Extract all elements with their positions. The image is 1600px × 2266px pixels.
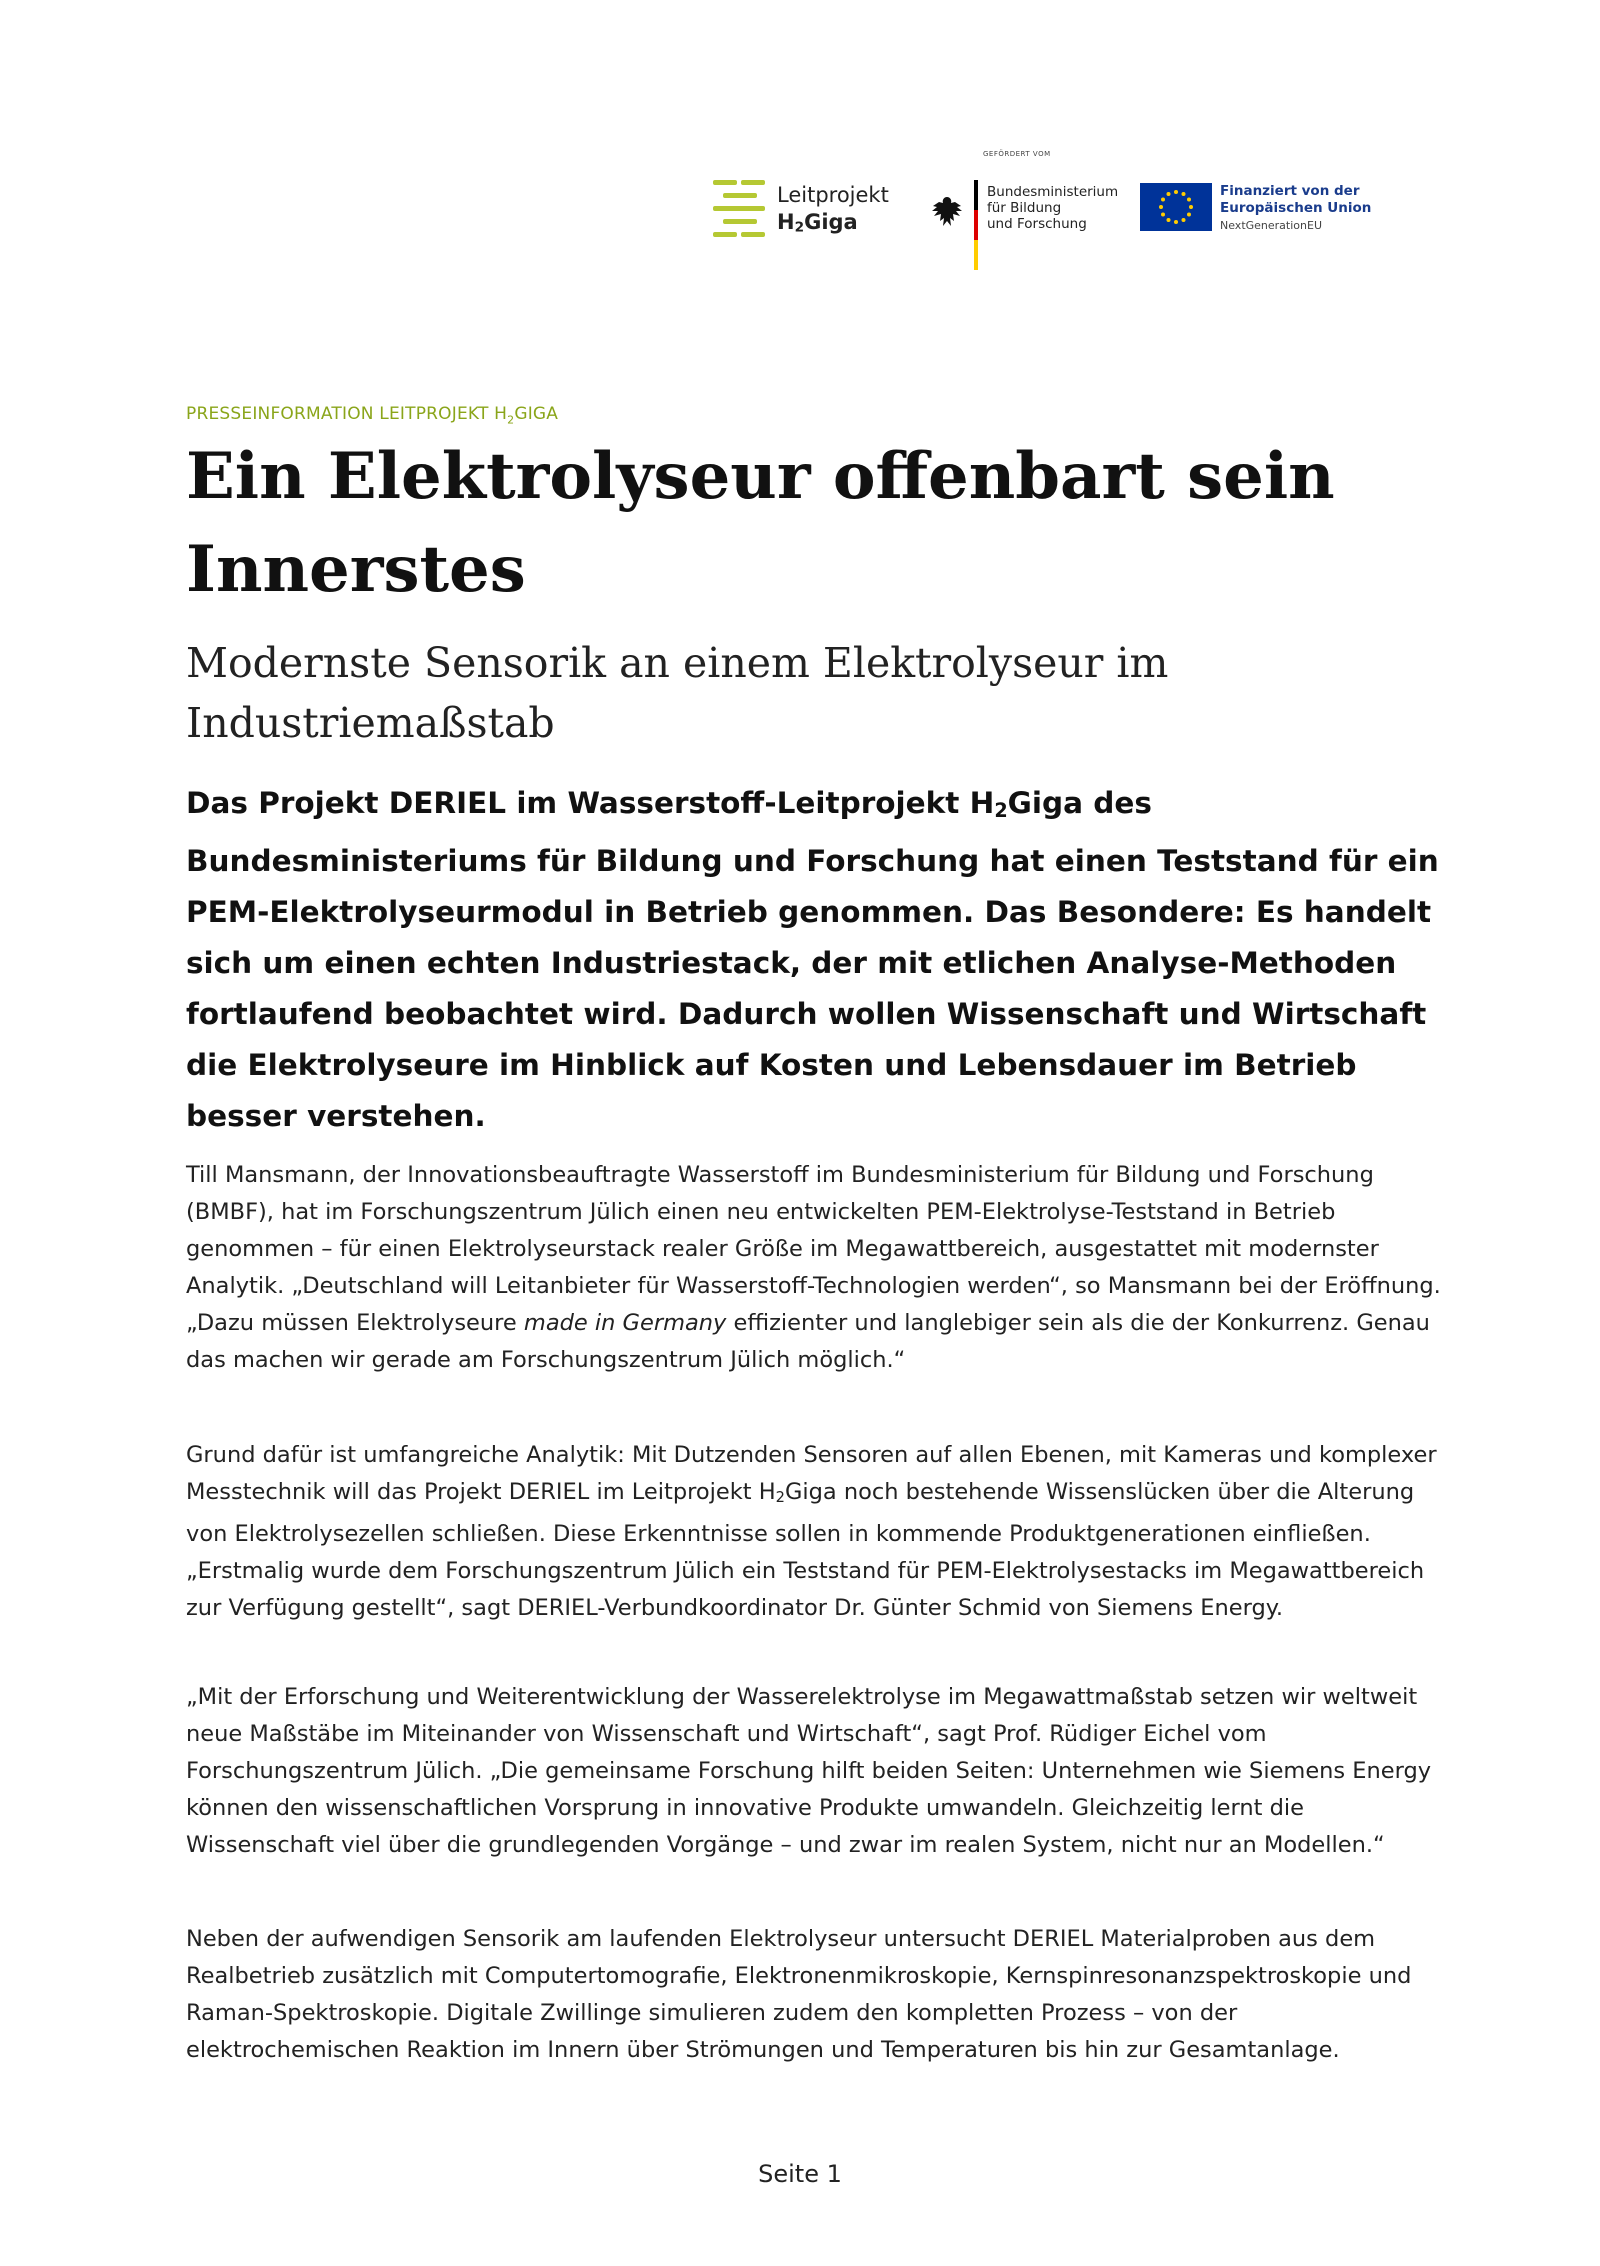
eu-star bbox=[1174, 190, 1178, 194]
german-flag-stripe bbox=[974, 180, 978, 270]
eu-star bbox=[1182, 218, 1186, 222]
eu-star bbox=[1161, 213, 1165, 217]
body-paragraph-2: Grund dafür ist umfangreiche Analytik: Mit Dutzenden Sensoren auf allen Ebenen, mit Kameras und komplexer Messtechnik will das Projekt DERIEL im Leitprojekt $H_2Giga$ noch bestehende Wissenslücken über die Alterung von Elektrolysezellen schließen. Diese Erkenntnisse sollen in kommende Produktgenerationen einfließen. „Erstmalig wurde dem Forschungszentrum Jülich ein Teststand für PEM-Elektrolysestacks im Megawattbereich zur Verfügung gestellt“, sagt DERIEL-Verbundkoordinator Dr. Günter Schmid von Siemens Energy. bbox=[186, 1442, 1437, 1621]
press-kicker: PRESSEINFORMATION LEITPROJEKT $H_2GIGA$ bbox=[186, 404, 559, 427]
page-title: Ein Elektrolyseur offenbart sein Innerstes bbox=[186, 439, 1335, 607]
page-number: Seite 1 bbox=[758, 2160, 842, 2188]
bmbf-text: Bundesministerium für Bildung und Forschung bbox=[987, 184, 1119, 232]
eu-star bbox=[1161, 198, 1165, 202]
h2giga-logo bbox=[705, 174, 905, 244]
h2giga-lines-icon bbox=[713, 180, 765, 238]
lead-paragraph: Das Projekt DERIEL im Wasserstoff-Leitprojekt $H_2Giga$ des Bundesministeriums für Bildung und Forschung hat einen Teststand für ein PEM-Elektrolyseurmodul in Betrieb genommen. Das Besondere: Es handelt sich um einen echten Industriestack, der mit etlichen Analyse-Methoden fortlaufend beobachtet wird. Dadurch wollen Wissenschaft und Wirtschaft die Elektrolyseure im Hinblick auf Kosten und Lebensdauer im Betrieb besser verstehen. bbox=[186, 786, 1439, 1133]
eu-star bbox=[1182, 192, 1186, 196]
eu-star bbox=[1189, 205, 1193, 209]
eu-flag-icon bbox=[1140, 183, 1212, 231]
h2giga-logo-text: Leitprojekt $H_2Giga$ bbox=[777, 183, 889, 236]
eu-star bbox=[1187, 213, 1191, 217]
page-subtitle: Modernste Sensorik an einem Elektrolyseur im Industriemaßstab bbox=[186, 639, 1169, 747]
eu-logo bbox=[1140, 183, 1410, 243]
logo-bar bbox=[705, 150, 1405, 280]
eu-star bbox=[1167, 218, 1171, 222]
body-paragraph-4: Neben der aufwendigen Sensorik am laufenden Elektrolyseur untersucht DERIEL Materialproben aus dem Realbetrieb zusätzlich mit Computertomografie, Elektronenmikroskopie, Kernspinresonanzspektroskopie und Raman-Spektroskopie. Digitale Zwillinge simulieren zudem den kompletten Prozess – von der elektrochemischen Reaktion im Innern über Strömungen und Temperaturen bis hin zur Gesamtanlage. bbox=[186, 1926, 1412, 2063]
bmbf-logo bbox=[930, 180, 1119, 280]
body-paragraph-3: „Mit der Erforschung und Weiterentwicklung der Wasserelektrolyse im Megawattmaßstab setzen wir weltweit neue Maßstäbe im Miteinander von Wissenschaft und Wirtschaft“, sagt Prof. Rüdiger Eichel vom Forschungszentrum Jülich. „Die gemeinsame Forschung hilft beiden Seiten: Unternehmen wie Siemens Energy können den wissenschaftlichen Vorsprung in innovative Produkte umwandeln. Gleichzeitig lernt die Wissenschaft viel über die grundlegenden Vorgänge – und zwar im realen System, nicht nur an Modellen.“ bbox=[186, 1684, 1432, 1858]
gefoerdert-vom-label: GEFÖRDERT VOM bbox=[983, 150, 1051, 158]
eu-star bbox=[1167, 192, 1171, 196]
eu-star bbox=[1187, 198, 1191, 202]
eu-text: Finanziert von der Europäischen Union NextGenerationEU bbox=[1220, 183, 1372, 232]
eu-star bbox=[1159, 205, 1163, 209]
eu-star bbox=[1174, 220, 1178, 224]
federal-eagle-icon bbox=[930, 194, 964, 230]
body-paragraph-1: Till Mansmann, der Innovationsbeauftragte Wasserstoff im Bundesministerium für Bildung und Forschung (BMBF), hat im Forschungszentrum Jülich einen neu entwickelten PEM-Elektrolyse-Teststand in Betrieb genommen – für einen Elektrolyseurstack realer Größe im Megawattbereich, ausgestattet mit modernster Analytik. „Deutschland will Leitanbieter für Wasserstoff-Technologien werden“, so Mansmann bei der Eröffnung. „Dazu müssen Elektrolyseure made in Germany effizienter und langlebiger sein als die der Konkurrenz. Genau das machen wir gerade am Forschungszentrum Jülich möglich.“ bbox=[186, 1162, 1441, 1373]
